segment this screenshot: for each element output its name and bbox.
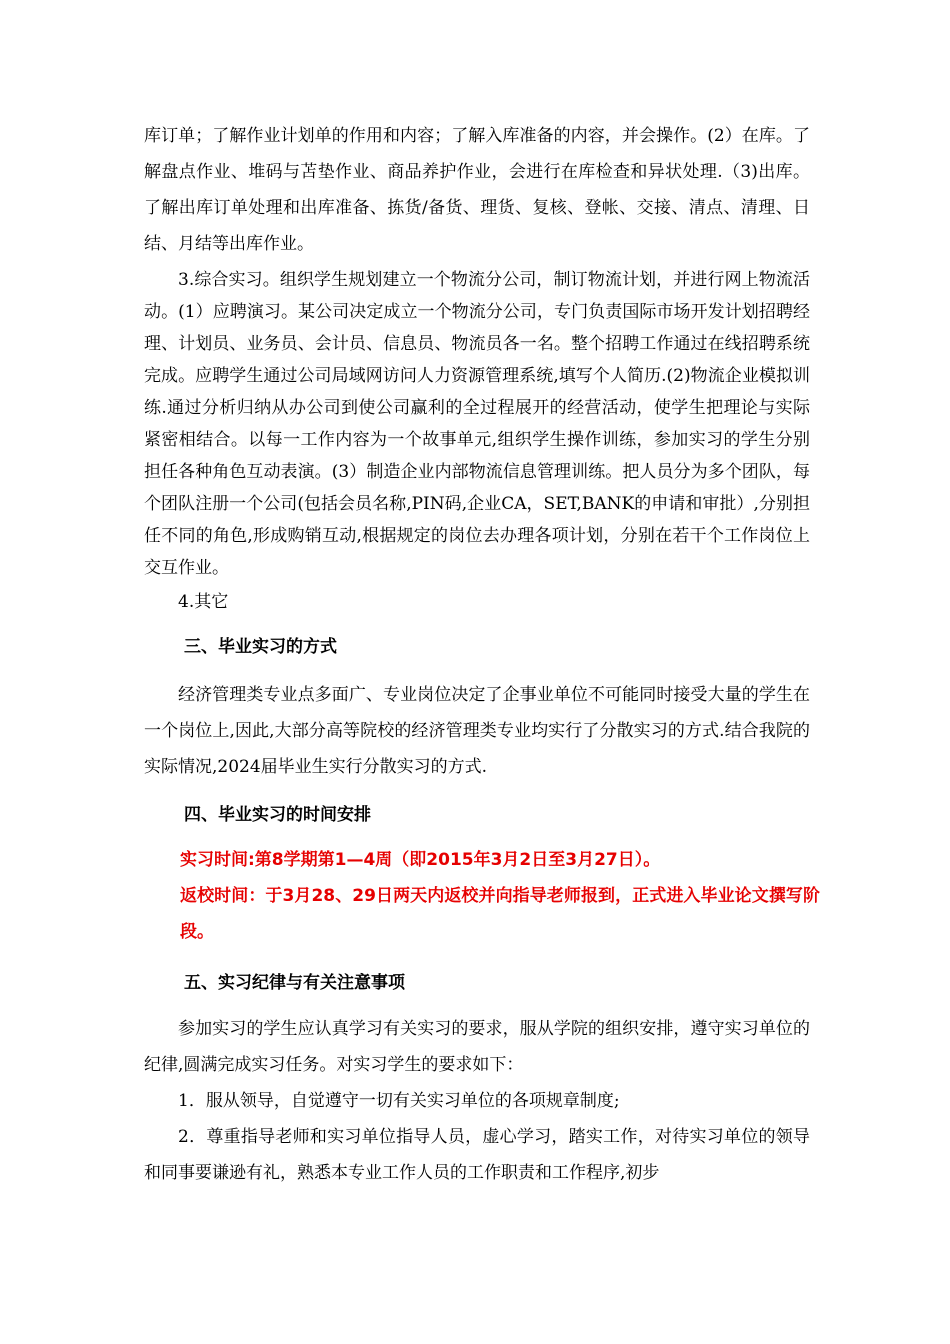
section-heading-schedule: 四、毕业实习的时间安排 bbox=[184, 805, 371, 825]
paragraph-discipline-intro: 参加实习的学生应认真学习有关实习的要求，服从学院的组织安排，遵守实习单位的纪律,圆满完成实习任务。对实习学生的要求如下： bbox=[144, 1019, 810, 1075]
paragraph-internship-method: 经济管理类专业点多面广、专业岗位决定了企事业单位不可能同时接受大量的学生在一个岗位上,因此,大部分高等院校的经济管理类专业均实行了分散实习的方式.结合我院的实际情况,2024届毕业生实行分散实习的方式. bbox=[144, 685, 810, 777]
paragraph-rule-2: 2．尊重指导老师和实习单位指导人员，虚心学习，踏实工作，对待实习单位的领导和同事要谦逊有礼，熟悉本专业工作人员的工作职责和工作程序,初步 bbox=[144, 1127, 810, 1183]
return-date-notice: 返校时间：于3月28、29日两天内返校并向指导老师报到，正式进入毕业论文撰写阶段。 bbox=[180, 886, 820, 942]
paragraph-other: 4.其它 bbox=[178, 592, 229, 612]
section-heading-internship-method: 三、毕业实习的方式 bbox=[184, 637, 337, 657]
paragraph-rule-1: 1．服从领导，自觉遵守一切有关实习单位的各项规章制度; bbox=[178, 1091, 620, 1111]
internship-period-notice: 实习时间:第8学期第1—4周（即2015年3月2日至3月27日）。 bbox=[180, 850, 661, 870]
paragraph-warehouse-operations: 库订单；了解作业计划单的作用和内容；了解入库准备的内容，并会操作。(2）在库。了解盘点作业、堆码与苫垫作业、商品养护作业，会进行在库检查和异状处理.（3)出库。了解出库订单处理和出库准备、拣货/备货、理货、复核、登帐、交接、清点、清理、日结、月结等出库作业。 bbox=[144, 126, 810, 254]
paragraph-comprehensive-practice: 3.综合实习。组织学生规划建立一个物流分公司，制订物流计划，并进行网上物流活动。(1）应聘演习。某公司决定成立一个物流分公司，专门负责国际市场开发计划招聘经理、计划员、业务员、会计员、信息员、物流员各一名。整个招聘工作通过在线招聘系统完成。应聘学生通过公司局域网访问人力资源管理系统,填写个人简历.(2)物流企业模拟训练.通过分析归纳从办公司到使公司赢利的全过程展开的经营活动，使学生把理论与实际紧密相结合。以每一工作内容为一个故事单元,组织学生操作训练，参加实习的学生分别担任各种角色互动表演。(3）制造企业内部物流信息管理训练。把人员分为多个团队，每个团队注册一个公司(包括会员名称,PIN码,企业CA，SET,BANK的申请和审批）,分别担任不同的角色,形成购销互动,根据规定的岗位去办理各项计划，分别在若干个工作岗位上交互作业。 bbox=[144, 270, 810, 578]
section-heading-discipline: 五、实习纪律与有关注意事项 bbox=[184, 973, 405, 993]
